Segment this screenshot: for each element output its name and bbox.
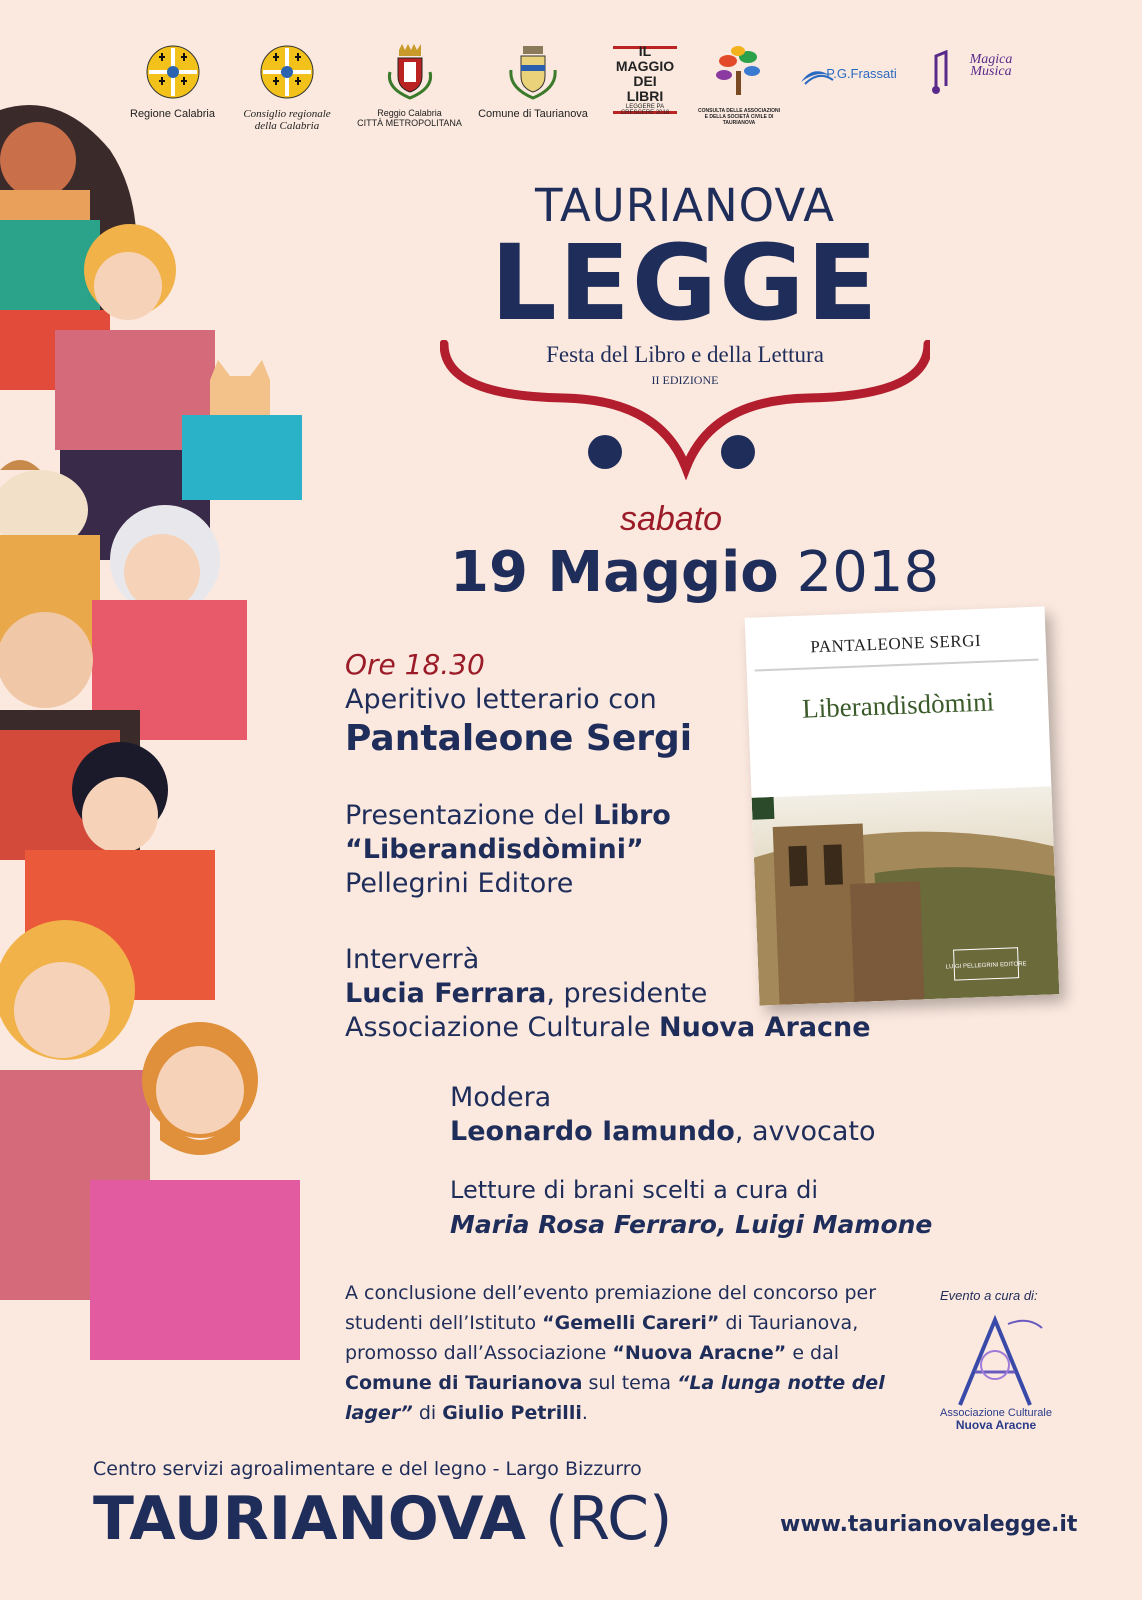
presentation-bold: Libro — [593, 800, 671, 831]
maggio-libri-sub: LEGGERE PA CRESCERE 2018 — [620, 104, 670, 116]
moderator-line — [450, 1116, 876, 1147]
guest-org-line — [345, 1012, 871, 1043]
comune-taurianova-crest — [505, 42, 561, 102]
consulta-associazioni-caption: CONSULTA DELLE ASSOCIAZIONI E DELLA SOCIETÀ CIVILE DI TAURIANOVA — [698, 108, 780, 126]
reggio-calabria-caption: Reggio Calabria CITTÀ METROPOLITANA — [357, 108, 462, 128]
organizer-line1: Associazione Culturale — [940, 1407, 1052, 1419]
moderator-role: , avvocato — [734, 1116, 876, 1147]
grandma-reader-figure — [92, 505, 247, 740]
tree-icon — [714, 45, 764, 99]
book-title-text: “Liberandisdòmini” — [345, 834, 644, 865]
closing-p5: di — [412, 1402, 443, 1424]
title-ornament — [440, 340, 930, 480]
pg-frassati-text: P.G.Frassati — [826, 66, 897, 81]
closing-b3: Comune di Taurianova — [345, 1372, 583, 1394]
event-date — [450, 540, 939, 605]
reggio-calabria-logo — [352, 42, 467, 128]
title-top: TAURIANOVA — [534, 179, 836, 232]
title-main: LEGGE — [490, 222, 880, 344]
interverra-text: Interverrà — [345, 944, 480, 975]
website-link[interactable]: www.taurianovalegge.it — [780, 1512, 1078, 1537]
event-date-daymonth: 19 Maggio — [450, 540, 779, 605]
closing-b1: “Gemelli Careri” — [542, 1312, 720, 1334]
closing-b2: “Nuova Aracne” — [612, 1342, 787, 1364]
comune-taurianova-logo — [478, 42, 588, 120]
closing-p2: di Taurianova, promosso dall’Associazione — [345, 1312, 859, 1364]
city-rest: (RC) — [525, 1484, 673, 1554]
event-day: sabato — [620, 500, 723, 538]
closing-p6: . — [581, 1402, 588, 1424]
maggio-libri-logo — [610, 42, 680, 114]
readers-names: Maria Rosa Ferraro, Luigi Mamone — [450, 1210, 933, 1239]
closing-p1: A conclusione dell’evento premiazione del concorso per studenti dell’Istituto — [345, 1282, 877, 1334]
publisher-mark: LUIGI PELLEGRINI EDITORE — [945, 961, 1027, 971]
organizer-line2: Nuova Aracne — [955, 1418, 1037, 1432]
guest-line — [345, 978, 707, 1009]
city-bold: TAURIANOVA — [93, 1484, 526, 1554]
event-time: Ore 18.30 — [345, 648, 485, 681]
magica-musica-text: Magica Musica — [969, 52, 1013, 79]
closing-p3: e dal — [786, 1342, 840, 1364]
closing-b4: Giulio Petrilli — [442, 1402, 582, 1424]
title-edition: II EDIZIONE — [651, 373, 719, 387]
book-cover-photo — [752, 786, 1060, 1005]
presentation-line — [345, 800, 671, 831]
venue-text: Centro servizi agroalimentare e del legno - Largo Bizzurro — [93, 1458, 642, 1480]
book-cover-rule — [755, 659, 1039, 672]
book-cover-author: PANTALEONE SERGI — [810, 630, 982, 657]
book-cover-title: Liberandisdòmini — [801, 686, 995, 724]
author-name: Pantaleone Sergi — [345, 718, 693, 759]
guest-name: Lucia Ferrara — [345, 978, 547, 1009]
guest-role: , presidente — [546, 978, 708, 1009]
maggio-libri-text: IL MAGGIO DEI LIBRI — [615, 43, 675, 104]
title-subtitle: Festa del Libro e della Lettura — [546, 342, 824, 367]
book-cover — [745, 606, 1060, 1005]
presentation-pre: Presentazione del — [345, 800, 594, 831]
guest-org-bold: Nuova Aracne — [659, 1012, 871, 1043]
event-date-year: 2018 — [796, 540, 940, 605]
award-paragraph — [345, 1278, 885, 1428]
city-text — [93, 1484, 672, 1554]
aperitivo-text: Aperitivo letterario con — [345, 684, 657, 715]
organizer-name — [935, 1407, 1057, 1432]
consulta-associazioni-logo — [694, 42, 784, 126]
publisher-text: Pellegrini Editore — [345, 868, 574, 899]
closing-p4: sul tema — [582, 1372, 678, 1394]
consiglio-regionale-caption: Consiglio regionale della Calabria — [243, 108, 331, 132]
nuova-aracne-logo — [940, 1310, 1055, 1420]
reggio-calabria-crest — [382, 42, 438, 102]
pg-frassati-logo — [796, 42, 897, 81]
letture-text: Letture di brani scelti a cura di — [450, 1176, 819, 1204]
magica-musica-logo — [926, 42, 1026, 78]
readers-illustration — [0, 90, 320, 1390]
moderator-name: Leonardo Iamundo — [450, 1116, 735, 1147]
closing-theme: “La lunga notte del lager” — [345, 1372, 885, 1424]
modera-text: Modera — [450, 1082, 552, 1113]
guest-org-pre: Associazione Culturale — [345, 1012, 660, 1043]
organizer-label: Evento a cura di: — [940, 1288, 1038, 1303]
comune-taurianova-caption: Comune di Taurianova — [478, 108, 588, 120]
regione-calabria-caption: Regione Calabria — [130, 108, 215, 120]
